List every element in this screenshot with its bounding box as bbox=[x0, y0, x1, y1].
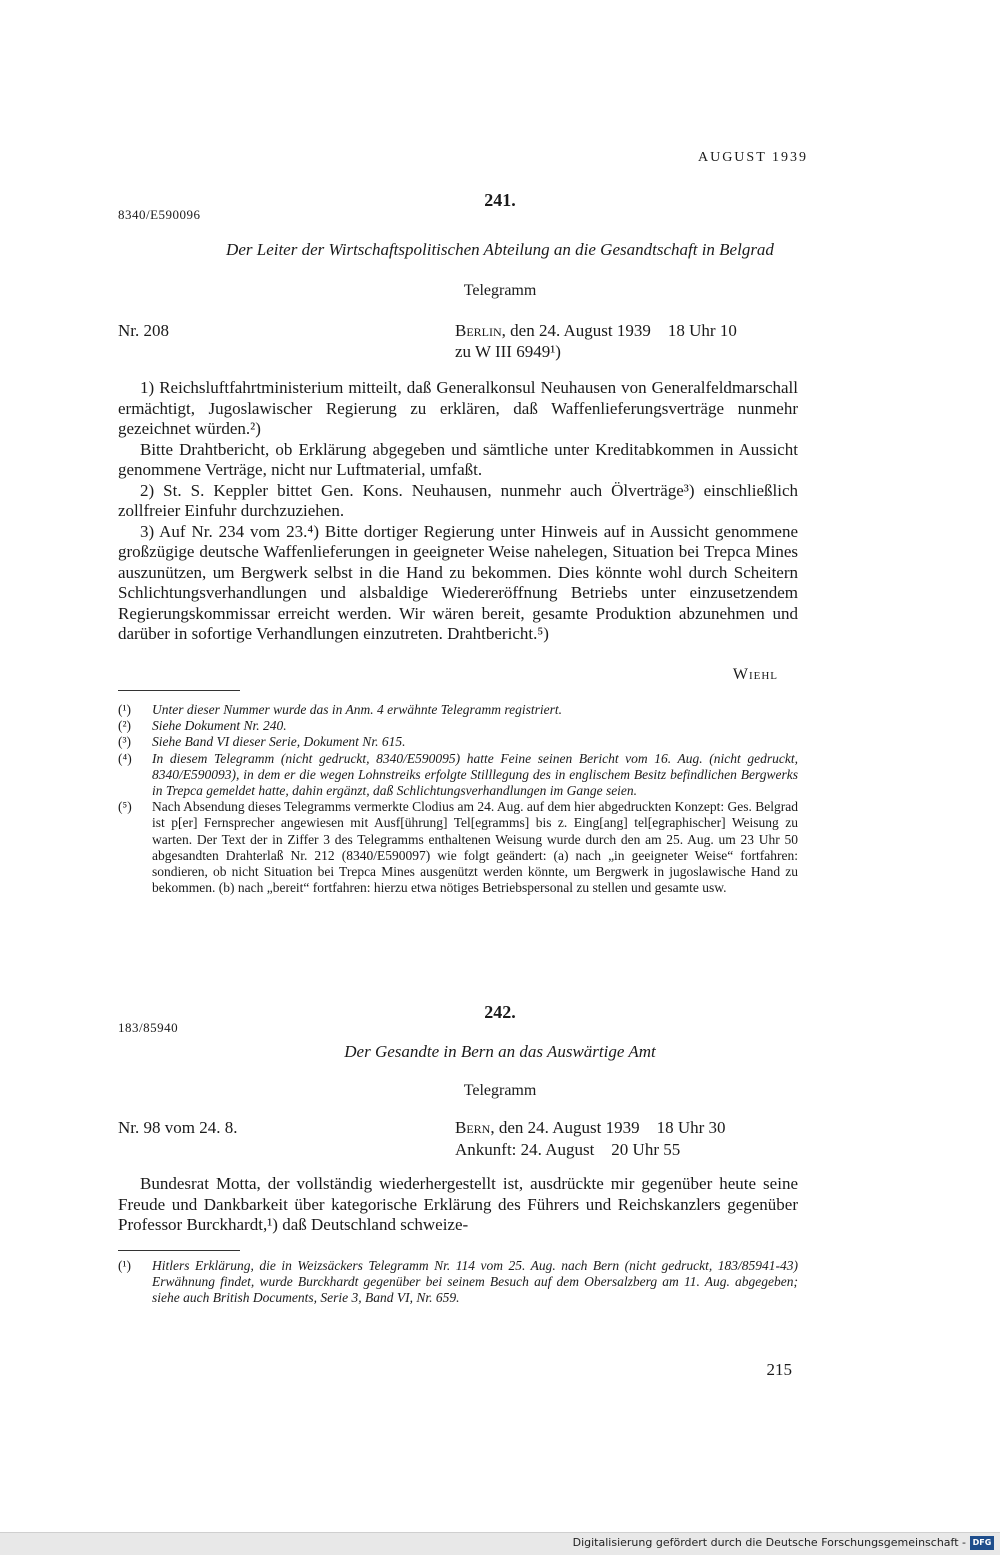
date-time-242: , den 24. August 1939 18 Uhr 30 bbox=[490, 1118, 726, 1137]
funding-credit: Digitalisierung gefördert durch die Deutsche Forschungsgemeinschaft - bbox=[572, 1536, 966, 1549]
footnotes-242 bbox=[118, 1258, 798, 1307]
dateline-242 bbox=[455, 1118, 726, 1138]
arrival-line-242: Ankunft: 24. August 20 Uhr 55 bbox=[455, 1140, 681, 1159]
dfg-logo-icon: DFG bbox=[970, 1536, 994, 1550]
file-reference-241: 8340/E590096 bbox=[118, 207, 201, 222]
footnote-separator bbox=[118, 1250, 240, 1251]
footnote: (⁵) Nach Absendung dieses Telegramms vermerkte Clodius am 24. Aug. auf dem hier abgedruckten Konzept: Ges. Belgrad ist p[er] Fernsprecher angewiesen mit Ausf[ührung] Tel[egramms] bis z. Eing[ang] tel[egraphischer] Weisung zu warten. Der Text der in Ziffer 3 des Telegramms enthaltenen Weisung wurde durch den am 25. Aug. um 23 Uhr 50 abgesandten Drahterlaß Nr. 212 (8340/E590097) wie folgt geändert: (a) nach „in geeigneter Weise“ fortfahren: sondieren, ob nicht Situation bei Trepca Mines ausgenützt werden könnte, um Bergwerk in jugoslawische Hand zu bekommen. (b) nach „bereit“ fortfahren: hierzu etwa nötiges Betriebspersonal zu stellen und gesamte usw. bbox=[118, 799, 798, 896]
body-paragraph: Bundesrat Motta, der vollständig wiederhergestellt ist, ausdrückte mir gegenüber heute seine Freude und Dankbarkeit über kategorische Erklärung des Führers und Reichskanzlers gegenüber Professor Burckhardt,¹) daß Deutschland schweize- bbox=[118, 1174, 798, 1234]
digitization-footer bbox=[0, 1532, 1000, 1555]
footnote: (⁴) In diesem Telegramm (nicht gedruckt, 8340/E590095) hatte Feine seinen Bericht vom 16. Aug. (nicht gedruckt, 8340/E590093), in dem er die wegen Lohnstreiks erfolgte Stilllegung des in englischem Besitz befindlichen Bergwerks in Trepca gemeldet hatte, dahin ergänzt, daß Schlichtungsverhandlungen im Gange seien. bbox=[118, 750, 798, 799]
reference-line-241: zu W III 6949¹) bbox=[455, 342, 561, 361]
document-title-241: Der Leiter der Wirtschaftspolitischen Abteilung an die Gesandtschaft in Belgrad bbox=[226, 240, 774, 259]
file-reference-242: 183/85940 bbox=[118, 1020, 179, 1035]
footnote: (²) Siehe Dokument Nr. 240. bbox=[118, 718, 287, 734]
telegram-number-241: Nr. 208 bbox=[118, 321, 169, 340]
date-time-241: , den 24. August 1939 18 Uhr 10 bbox=[501, 321, 737, 340]
footnotes-241 bbox=[118, 702, 798, 896]
document-body-242 bbox=[118, 1174, 798, 1236]
footnote: (¹) Unter dieser Nummer wurde das in Anm. 4 erwähnte Telegramm registriert. bbox=[118, 702, 562, 717]
running-head: AUGUST 1939 bbox=[697, 150, 808, 165]
place-241: Berlin bbox=[455, 321, 502, 340]
document-title-242: Der Gesandte in Bern an das Auswärtige Amt bbox=[344, 1042, 656, 1061]
place-242: Bern bbox=[455, 1118, 491, 1137]
footnote: (¹) Hitlers Erklärung, die in Weizsäckers Telegramm Nr. 114 vom 25. Aug. nach Bern (nicht gedruckt, 183/85941-43) Erwähnung findet, wurde Burckhardt gegenüber bei seinem Besuch auf dem Obersalzberg am 11. Aug. abgegeben; siehe auch British Documents, Serie 3, Band VI, Nr. 659. bbox=[118, 1258, 798, 1306]
dateline-241 bbox=[455, 321, 737, 341]
document-number-241: 241. bbox=[484, 190, 516, 210]
document-number-242: 242. bbox=[484, 1002, 516, 1022]
document-body-241 bbox=[118, 378, 798, 645]
body-paragraph: 1) Reichsluftfahrtministerium mitteilt, daß Generalkonsul Neuhausen von Generalfeldmarschall ermächtigt, Jugoslawischer Regierung zu erklären, daß Waffenlieferungsverträge nunmehr gezeichnet würden.²) bbox=[118, 378, 798, 438]
document-type-241: Telegramm bbox=[463, 282, 537, 299]
body-paragraph: 2) St. S. Keppler bittet Gen. Kons. Neuhausen, nunmehr auch Ölverträge³) einschließlich zollfreier Einfuhr durchzuziehen. bbox=[118, 480, 798, 520]
body-paragraph: Bitte Drahtbericht, ob Erklärung abgegeben und sämtliche unter Kreditabkommen in Aussicht genommene Verträge, nicht nur Luftmaterial, umfaßt. bbox=[118, 439, 798, 479]
body-paragraph: 3) Auf Nr. 234 vom 23.⁴) Bitte dortiger Regierung unter Hinweis auf in Aussicht genommene großzügige deutsche Waffenlieferungen in geeigneter Weise nahelegen, Situation bei Trepca Mines auszunützen, um Bergwerk selbst in die Hand zu bekommen. Dies könnte wohl durch Scheitern Schlichtungsverhandlungen und alsbaldige Wiedereröffnung Betriebs unter einzusetzendem Regierungskommissar erreicht werden. Wir wären bereit, gesamte Produktion abzunehmen und darüber in sofortige Verhandlungen einzutreten. Drahtbericht.⁵) bbox=[118, 521, 798, 643]
telegram-number-242: Nr. 98 vom 24. 8. bbox=[118, 1118, 238, 1137]
signature-241: Wiehl bbox=[732, 666, 778, 683]
footnote-separator bbox=[118, 690, 240, 691]
footnote: (³) Siehe Band VI dieser Serie, Dokument Nr. 615. bbox=[118, 734, 406, 750]
page-number: 215 bbox=[766, 1360, 792, 1379]
document-type-242: Telegramm bbox=[463, 1082, 537, 1099]
